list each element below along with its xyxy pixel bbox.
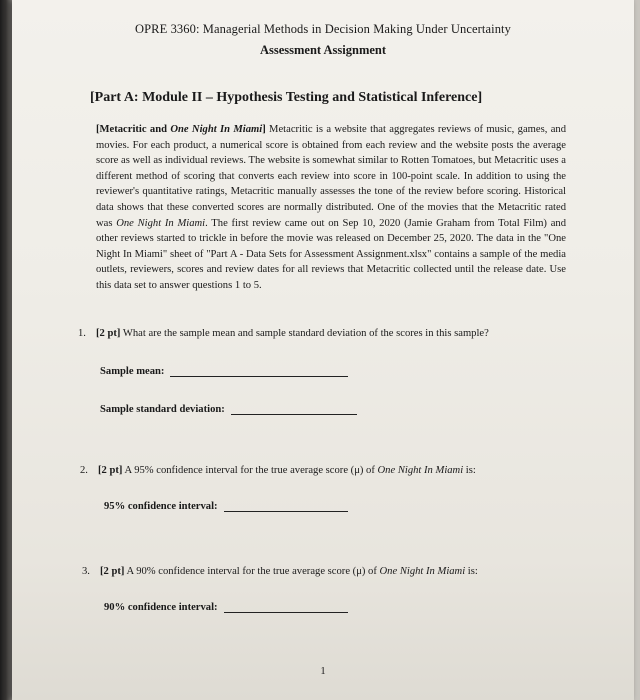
intro-text-2: . The first review came out on Sep 10, 2020 (Jamie Graham from Total Film) and other reviews started to trickle in before the movie was released on December 25, 2020. The data in the "One Night In Miami" sheet of "Part A - Data Sets for Assessment Assignment.xlsx" contains a sample of the media outlets, reviewers, scores and review dates for all reviews that Metacritic collected until the release date. Use this data set to answer questions 1 to 5. xyxy=(96,217,566,291)
answer-label: 95% confidence interval: xyxy=(104,501,218,512)
question-1 xyxy=(78,328,489,339)
document-subtitle: Assessment Assignment xyxy=(259,43,387,57)
answer-blank-line[interactable] xyxy=(170,366,348,377)
intro-paragraph xyxy=(96,122,566,294)
question-number: 3. xyxy=(82,566,90,577)
question-text: What are the sample mean and sample standard deviation of the scores in this sample? xyxy=(120,328,489,339)
page-number: 1 xyxy=(320,666,326,677)
answer-blank-line[interactable] xyxy=(224,501,348,512)
document-title: OPRE 3360: Managerial Methods in Decision Making Under Uncertainty xyxy=(135,22,511,36)
question-movie-title: One Night In Miami xyxy=(377,465,464,476)
answer-label: Sample standard deviation: xyxy=(100,404,225,415)
intro-lead: [Metacritic and One Night In Miami] xyxy=(96,124,266,135)
answer-95-ci xyxy=(104,501,348,512)
intro-text-1: Metacritic is a website that aggregates reviews of music, games, and movies. For each product, a numerical score is obtained from each review and the website posts the average score as well as individual reviews. The website is somewhat similar to Rotten Tomatoes, but Metacritic uses a different method of scoring that converts each review into score in 100-point scale. In addition to using the reviewer's quantitative ratings, Metacritic manually assesses the tone of the review before scoring. Historical data shows that these converted scores are normally distributed. One of the movies that the Metacritic rated was xyxy=(96,124,567,229)
answer-sample-std xyxy=(100,404,357,415)
answer-label: 90% confidence interval: xyxy=(104,602,218,613)
part-heading: [Part A: Module II – Hypothesis Testing and Statistical Inference] xyxy=(90,90,483,105)
document-page xyxy=(12,0,634,700)
answer-label: Sample mean: xyxy=(100,366,165,377)
answer-blank-line[interactable] xyxy=(231,404,357,415)
question-3 xyxy=(82,566,478,577)
answer-sample-mean xyxy=(100,366,348,377)
question-text-end: is: xyxy=(465,566,478,577)
question-movie-title: One Night In Miami xyxy=(379,566,466,577)
question-text-end: is: xyxy=(463,465,476,476)
question-text: A 90% confidence interval for the true average score (μ) of xyxy=(124,566,380,577)
question-number: 2. xyxy=(80,465,88,476)
question-points: [2 pt] xyxy=(100,566,125,577)
question-2 xyxy=(80,465,476,476)
answer-blank-line[interactable] xyxy=(224,602,348,613)
question-points: [2 pt] xyxy=(98,465,123,476)
answer-90-ci xyxy=(104,602,348,613)
question-number: 1. xyxy=(78,328,86,339)
question-points: [2 pt] xyxy=(96,328,121,339)
intro-movie-title: One Night In Miami xyxy=(116,217,206,229)
question-text: A 95% confidence interval for the true average score (μ) of xyxy=(122,465,378,476)
